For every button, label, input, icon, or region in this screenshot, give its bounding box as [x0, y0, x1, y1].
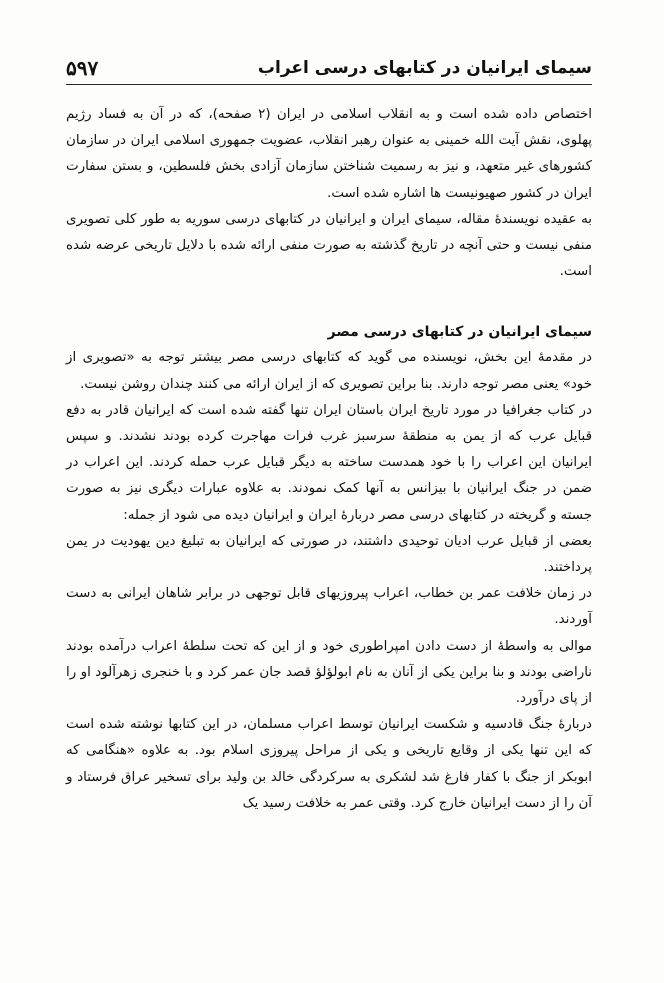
page-body — [66, 102, 592, 817]
paragraph-egypt-1: در مقدمهٔ این بخش، نویسنده می گوید که کتابهای درسی مصر بیشتر توجه به «تصویری از خود» یعنی مصر توجه دارند. بنا براین تصویری که از ایران ارائه می کنند چندان روشن نیست. — [66, 350, 592, 392]
paragraph-egypt-3: بعضی از قبایل عرب ادیان توحیدی داشتند، در صورتی که ایرانیان به تبلیغ دین یهودیت در یمن پرداختند. — [66, 533, 592, 576]
section-title-egypt: سیمای ایرانیان در کتابهای درسی مصر — [327, 324, 592, 341]
header-rule — [66, 84, 592, 85]
paragraph-egypt-6: دربارهٔ جنگ قادسیه و شکست ایرانیان توسط اعراب مسلمان، در این کتابها نوشته شده است که این تنها یکی از وقایع تاریخی و یکی از مراحل پیروزی اسلام بود. به علاوه «هنگامی که ابوبکر از جنگ با کفار فارغ شد لشکری به سرکردگی خالد بن ولید برای تسخیر عراق فرستاد و آن را از دست ایرانیان خارج کرد. وقتی عمر به خلافت رسید یک — [66, 717, 592, 811]
paragraph-egypt-5: موالی به واسطهٔ از دست دادن امپراطوری خود و از این که تحت سلطهٔ اعراب درآمده بودند ناراضی بودند و بنا براین یکی از آنان به نام ابولؤلؤ قصد جان عمر کرد و با خنجری زهرآلود او را از پای درآورد. — [66, 638, 592, 707]
paragraph-egypt-2: در کتاب جغرافیا در مورد تاریخ ایران باستان ایران تنها گفته شده است که ایرانیان قادر به دفع قبایل عرب که از یمن به منطقهٔ سرسبز غرب فرات مهاجرت کرده بودند نشدند. و سپس ایرانیان این اعراب را با خود همدست ساخته به دیگر قبایل عرب حمله کردند. این اعراب در ضمن در جنگ ایرانیان با بیزانس به آنها کمک نمودند. به علاوه عبارات دیگری نیز به صورت جسته و گریخته در کتابهای درسی مصر دربارهٔ ایران و ایرانیان دیده می شود از جمله: — [66, 402, 592, 523]
running-title: سیمای ایرانیان در کتابهای درسی اعراب — [257, 58, 592, 78]
paragraph-egypt-4: در زمان خلافت عمر بن خطاب، اعراب پیروزیهای قابل توجهی در برابر شاهان ایرانی به دست آوردند. — [66, 586, 592, 628]
paragraph-intro-1: اختصاص داده شده است و به انقلاب اسلامی در ایران (۲ صفحه)، که در آن به فساد رژیم پهلوی، نقش آیت الله خمینی به عنوان رهبر انقلاب، عضویت جمهوری اسلامی ایران در سازمان کشورهای غیر متعهد، و نیز به رسمیت شناختن سازمان آزادی بخش فلسطین، و بستن سفارت ایران در کشور صهیونیست ها اشاره شده است. — [66, 107, 593, 201]
paragraph-intro-2: به عقیده نویسندهٔ مقاله، سیمای ایران و ایرانیان در کتابهای درسی سوریه به طور کلی تصویری منفی نیست و حتی آنچه در تاریخ گذشته به صورت منفی ارائه شده با دلایل تاریخی عرضه شده است. — [66, 211, 592, 280]
page-number: ۵۹۷ — [66, 56, 99, 80]
page-header — [66, 56, 592, 86]
